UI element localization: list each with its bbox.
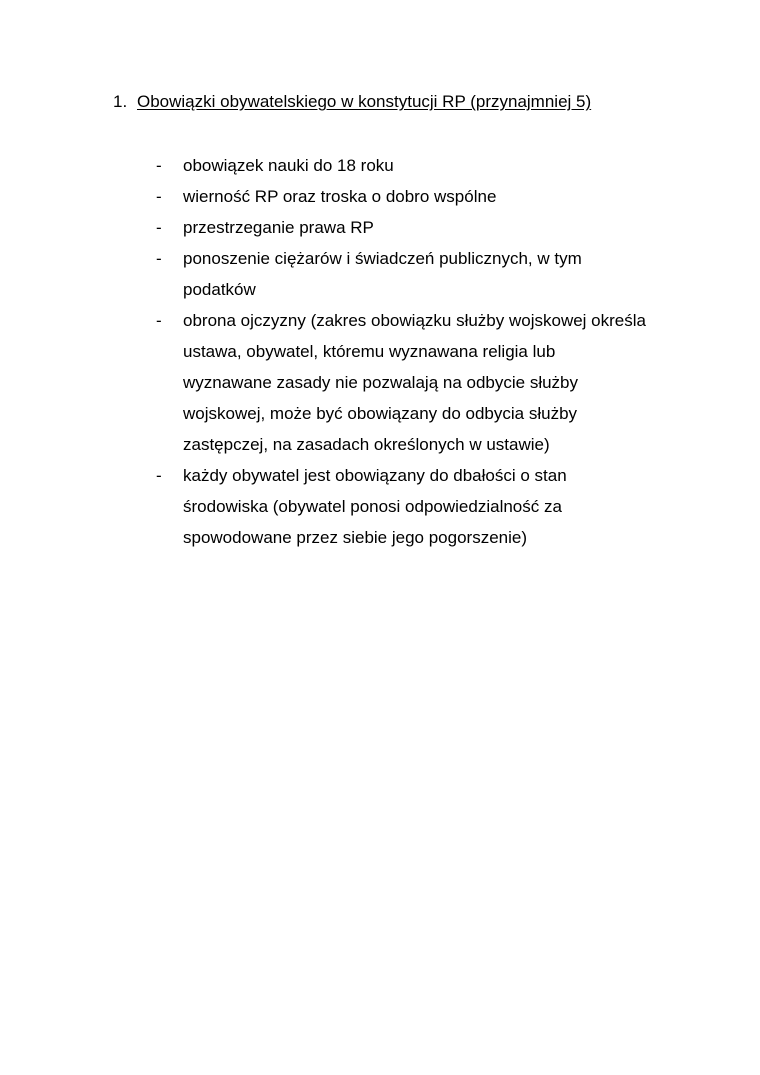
duties-list [156,150,686,553]
list-item [156,305,686,460]
list-item-line: przestrzeganie prawa RP [183,218,374,237]
list-item-line: ustawa, obywatel, któremu wyznawana religia lub [183,342,556,361]
list-item-line: wierność RP oraz troska o dobro wspólne [183,187,497,206]
list-item-line: środowiska (obywatel ponosi odpowiedzialność za [183,497,562,516]
list-dash: - [156,156,162,175]
list-item-line: wojskowej, może być obowiązany do odbycia służby [183,404,578,423]
list-item [156,460,686,553]
list-item [156,150,686,181]
list-item-line: zastępczej, na zasadach określonych w ustawie) [183,435,550,454]
list-dash: - [156,249,162,268]
list-item-line: obowiązek nauki do 18 roku [183,156,394,175]
list-item-line: wyznawane zasady nie pozwalają na odbycie służby [183,373,579,392]
question-heading [113,90,591,114]
question-number: 1. [113,92,128,111]
list-dash: - [156,311,162,330]
list-item-line: obrona ojczyzny (zakres obowiązku służby wojskowej określa [183,311,646,330]
list-item-line: spowodowane przez siebie jego pogorszenie) [183,528,527,547]
list-item-line: podatków [183,280,256,299]
list-dash: - [156,187,162,206]
list-dash: - [156,466,162,485]
list-item [156,181,686,212]
list-item [156,212,686,243]
list-item-line: ponoszenie ciężarów i świadczeń publicznych, w tym [183,249,582,268]
list-item [156,243,686,305]
list-dash: - [156,218,162,237]
question-title: Obowiązki obywatelskiego w konstytucji RP (przynajmniej 5) [137,92,592,111]
list-item-line: każdy obywatel jest obowiązany do dbałości o stan [183,466,567,485]
